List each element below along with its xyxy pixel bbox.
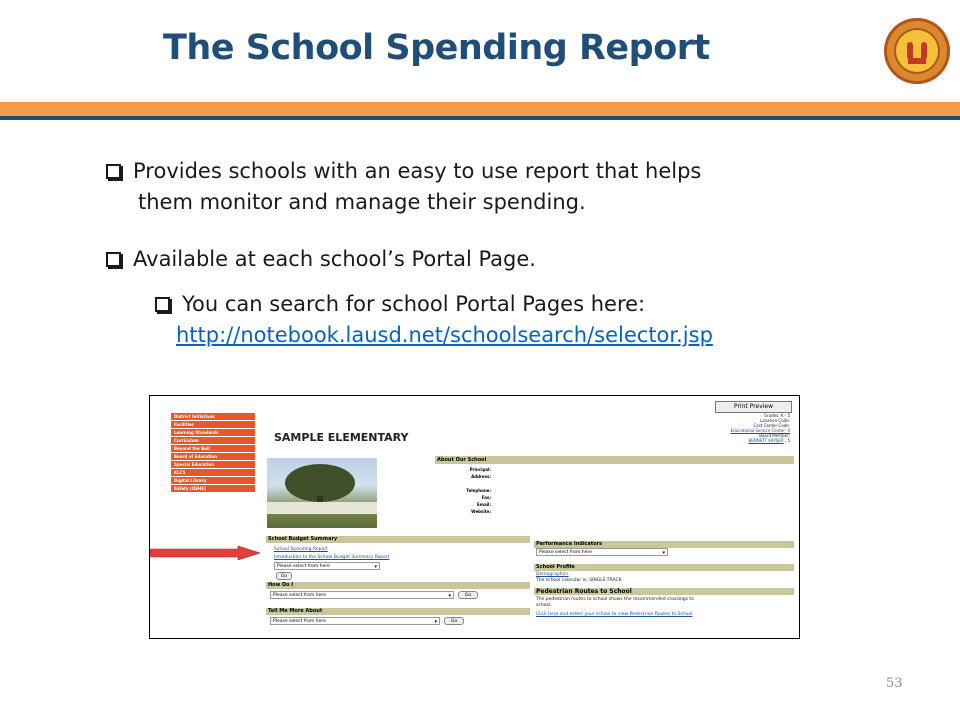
sidebar-item[interactable]: Curriculum — [171, 437, 255, 444]
checkbox-bullet-icon — [106, 252, 121, 267]
sidebar-item[interactable]: Special Education — [171, 461, 255, 468]
esc-link[interactable]: Educational Service Center: S — [730, 428, 790, 433]
about-label: Fax: — [481, 495, 491, 500]
sidebar-item[interactable]: Digital Library — [171, 477, 255, 484]
budget-select[interactable]: Please select from here ▾ — [274, 562, 380, 570]
budget-go-button[interactable]: Go — [276, 572, 292, 580]
sub-bullet-search — [155, 289, 875, 351]
board-member-link[interactable]: BENNETT KAYSER — [748, 438, 784, 443]
pedestrian-routes-header: Pedestrian Routes to School — [534, 588, 794, 595]
sub-bullet-text: You can search for school Portal Pages here: — [182, 292, 646, 316]
seal-figure-right — [921, 42, 927, 58]
about-label: Website: — [471, 509, 491, 514]
how-do-i-go-button[interactable]: Go — [458, 591, 478, 599]
school-profile-header: School Profile — [534, 564, 794, 571]
page-number: 53 — [886, 676, 903, 691]
bullet-text-line1: Provides schools with an easy to use report that helps — [133, 159, 702, 183]
sidebar-item[interactable]: Safety (OEHS) — [171, 485, 255, 492]
tell-me-more-go-button[interactable]: Go — [444, 617, 464, 625]
cost-center-label: Cost Center Code: — [753, 423, 790, 428]
demographics-link[interactable]: Demographics — [536, 572, 569, 577]
calendar-text: The school calendar is: SINGLE-TRACK — [536, 578, 622, 583]
how-do-i-select[interactable]: Please select from here ▾ — [270, 591, 454, 599]
about-school-header: About Our School — [435, 456, 794, 464]
board-member-label: Board Member: — [759, 433, 790, 438]
sidebar-item[interactable]: Facilities — [171, 421, 255, 428]
performance-select[interactable]: Please select from here ▾ — [536, 548, 668, 556]
school-search-link[interactable]: http://notebook.lausd.net/schoolsearch/selector.jsp — [176, 323, 713, 347]
about-school-labels — [435, 466, 491, 515]
portal-sidebar — [171, 413, 255, 493]
about-label: Telephone: — [466, 488, 491, 493]
sidebar-item[interactable]: Learning Standards — [171, 429, 255, 436]
pedestrian-text: The pedestrian routes to school shows the recommended crossings to — [536, 597, 694, 602]
budget-intro-link[interactable]: Introduction to the School Budget Summary Report — [274, 555, 390, 560]
checkbox-bullet-icon — [106, 164, 121, 179]
tell-me-more-select[interactable]: Please select from here ▾ — [270, 617, 440, 625]
portal-page-screenshot — [149, 395, 800, 639]
bullet-text-line2: them monitor and manage their spending. — [138, 190, 586, 214]
location-code-label: Location Code: — [760, 418, 790, 423]
pedestrian-text-cont: school. — [536, 603, 552, 608]
building-shape — [267, 502, 377, 514]
bullet-available — [106, 244, 536, 275]
sidebar-item[interactable]: Board of Education — [171, 453, 255, 460]
tell-me-more-header: Tell Me More About — [266, 608, 530, 615]
grades-text: Grades: K - 5 — [763, 413, 790, 418]
sidebar-item[interactable]: KLCS — [171, 469, 255, 476]
school-name-heading: SAMPLE ELEMENTARY — [274, 431, 409, 444]
seal-figure-left — [907, 42, 913, 58]
board-district: , 5 — [783, 438, 790, 443]
performance-indicators-header: Performance Indicators — [534, 541, 794, 548]
school-photo — [267, 458, 377, 528]
checkbox-bullet-icon — [155, 297, 170, 312]
about-label: Principal: — [469, 467, 491, 472]
school-info-block — [630, 413, 790, 443]
pedestrian-routes-link[interactable]: Click here and select your school to view Pedestrian Routes to School — [536, 612, 693, 617]
about-label: Email: — [477, 502, 491, 507]
slide-title: The School Spending Report — [163, 28, 710, 68]
school-spending-report-link[interactable]: School Spending Report — [274, 547, 328, 552]
bullet-text: Available at each school’s Portal Page. — [133, 247, 536, 271]
about-label: Address: — [471, 474, 491, 479]
sidebar-item[interactable]: District Initiatives — [171, 413, 255, 420]
lausd-seal-logo — [884, 18, 950, 84]
seal-figure-base — [908, 58, 926, 64]
header-orange-bar — [0, 102, 960, 116]
about-label — [435, 480, 491, 487]
sidebar-item[interactable]: Beyond the Bell — [171, 445, 255, 452]
how-do-i-header: How Do I — [266, 582, 530, 589]
red-arrow-icon — [150, 546, 260, 560]
header-blue-rule — [0, 116, 960, 120]
seal-emblem — [894, 28, 940, 74]
print-preview-button[interactable]: Print Preview — [715, 401, 792, 413]
bullet-provides — [106, 156, 866, 218]
budget-summary-header: School Budget Summary — [266, 536, 530, 543]
